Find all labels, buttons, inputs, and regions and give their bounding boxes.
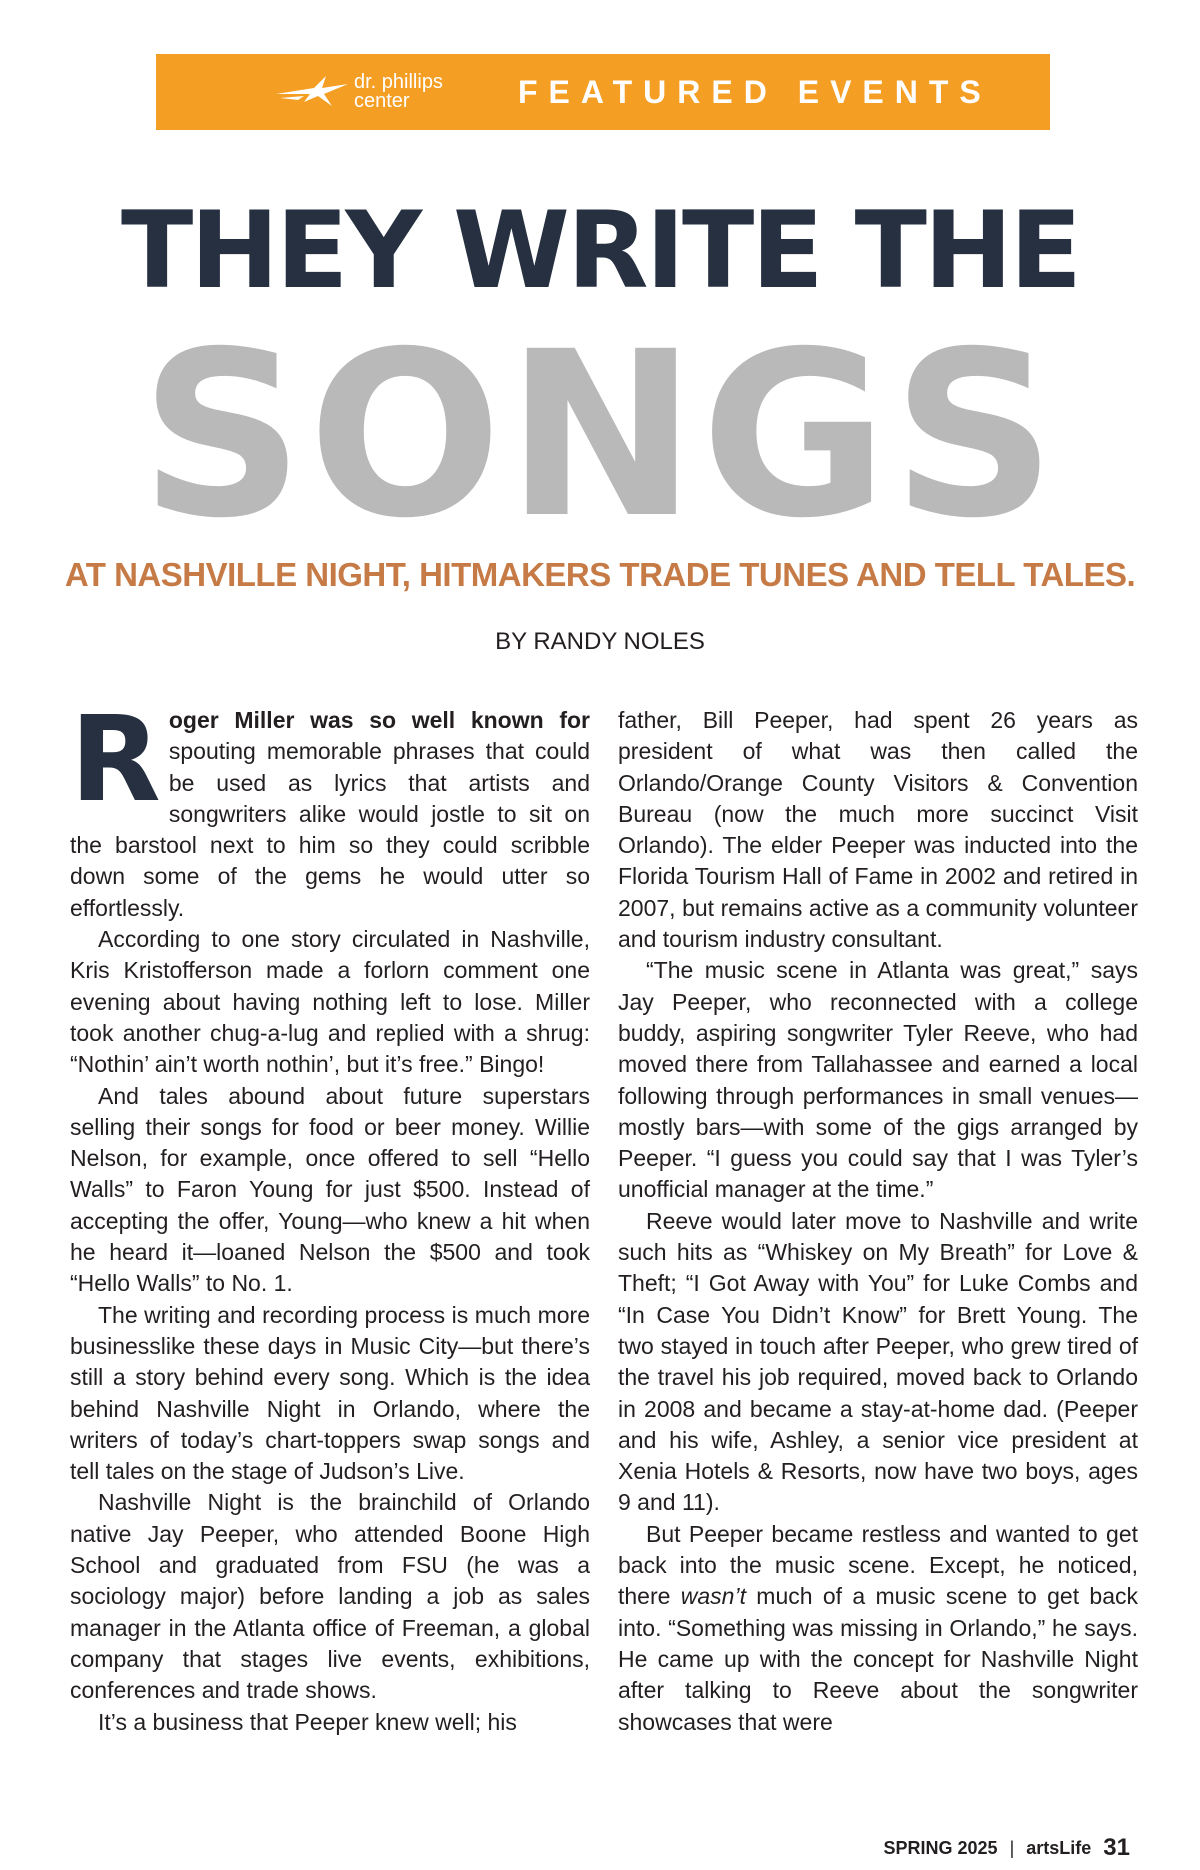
paragraph-6: It’s a business that Peeper knew well; his: [98, 1708, 517, 1735]
bird-logo-icon: [274, 72, 350, 112]
deck-subtitle: AT NASHVILLE NIGHT, HITMAKERS TRADE TUNES AND TELL TALES.: [64, 556, 1136, 593]
section-banner: [156, 54, 1050, 130]
paragraph-9: Reeve would later move to Nashville and write such hits as “Whiskey on My Breath” for Love & Theft; “I Got Away with You” for Luke Combs and “In Case You Didn’t Know” for Brett Young. The two stayed in touch after Peeper, who grew tired of the travel his job required, moved back to Orlando in 2008 and became a stay-at-home dad. (Peeper and his wife, Ashley, a senior vice president at Xenia Hotels & Resorts, now have two boys, ages 9 and 11).: [618, 1207, 1138, 1516]
section-title: FEATURED EVENTS: [518, 74, 992, 110]
paragraph-3: And tales abound about future superstars selling their songs for food or beer money. Willie Nelson, for example, once offered to sell “Hello Walls” to Faron Young for just $500. Instead of accepting the offer, Young—who knew a hit when he heard it—loaned Nelson the $500 and took “Hello Walls” to No. 1.: [70, 1082, 590, 1297]
logo-line-1: dr. phillips: [354, 71, 443, 93]
paragraph-2: According to one story circulated in Nashville, Kris Kristofferson made a forlorn comment one evening about having nothing left to lose. Miller took another chug-a-lug and replied with a shrug: “Nothin’ ain’t worth nothin’, but it’s free.” Bingo!: [70, 926, 590, 1078]
paragraph-10-b: much of a music scene to get back into. “Something was missing in Orlando,” he says. He came up with the concept for Nashville Night after talking to Reeve about the songwriter showcases that were: [618, 1583, 1138, 1735]
lead-in: oger Miller was so well known for: [168, 707, 590, 733]
page-footer: [884, 1834, 1130, 1862]
headline-line-2: SONGS: [139, 302, 1061, 568]
footer-separator: |: [1009, 1837, 1015, 1858]
logo-wordmark: [354, 73, 443, 111]
page-number: 31: [1103, 1834, 1130, 1861]
paragraph-4: The writing and recording process is much more businesslike these days in Music City—but there’s still a story behind every song. Which is the idea behind Nashville Night in Orlando, where the writers of today’s chart-toppers swap songs and tell tales on the stage of Judson’s Live.: [70, 1301, 590, 1485]
paragraph-8: “The music scene in Atlanta was great,” says Jay Peeper, who reconnected with a college buddy, aspiring songwriter Tyler Reeve, who had moved there from Tallahassee and earned a local following through performances in small venues—mostly bars—with some of the gigs arranged by Peeper. “I guess you could say that I was Tyler’s unofficial manager at the time.”: [618, 957, 1138, 1203]
magazine-name: artsLife: [1026, 1837, 1092, 1858]
paragraph-1-text: spouting memorable phrases that could be used as lyrics that artists and songwriters alike would jostle to sit on the barstool next to him so they could scribble down some of the gems he would utter so effortlessly.: [70, 738, 590, 921]
paragraph-10-a: But Peeper became restless and wanted to get back into the music scene. Except, he noticed, there: [618, 1520, 1138, 1610]
paragraph-7: father, Bill Peeper, had spent 26 years as president of what was then called the Orlando/Orange County Visitors & Convention Bureau (now the much more succinct Visit Orlando). The elder Peeper was inducted into the Florida Tourism Hall of Fame in 2002 and retired in 2007, but remains active as a community volunteer and tourism industry consultant.: [618, 707, 1138, 953]
drop-cap: R: [70, 690, 161, 828]
article-column-left: [70, 690, 590, 1738]
headline-line-1: THEY WRITE THE: [120, 189, 1080, 312]
issue-label: SPRING 2025: [883, 1837, 998, 1858]
dr-phillips-center-logo: [274, 64, 474, 120]
byline: BY RANDY NOLES: [495, 628, 705, 655]
article-column-right: [618, 705, 1138, 1738]
logo-line-2: center: [354, 90, 410, 112]
paragraph-10: [618, 1519, 1138, 1738]
paragraph-5: Nashville Night is the brainchild of Orlando native Jay Peeper, who attended Boone High School and graduated from FSU (he was a sociology major) before landing a job as sales manager in the Atlanta office of Freeman, a global company that stages live events, exhibitions, conferences and trade shows.: [70, 1489, 590, 1704]
paragraph-1: [70, 690, 590, 924]
paragraph-10-emphasis: wasn’t: [680, 1583, 746, 1610]
